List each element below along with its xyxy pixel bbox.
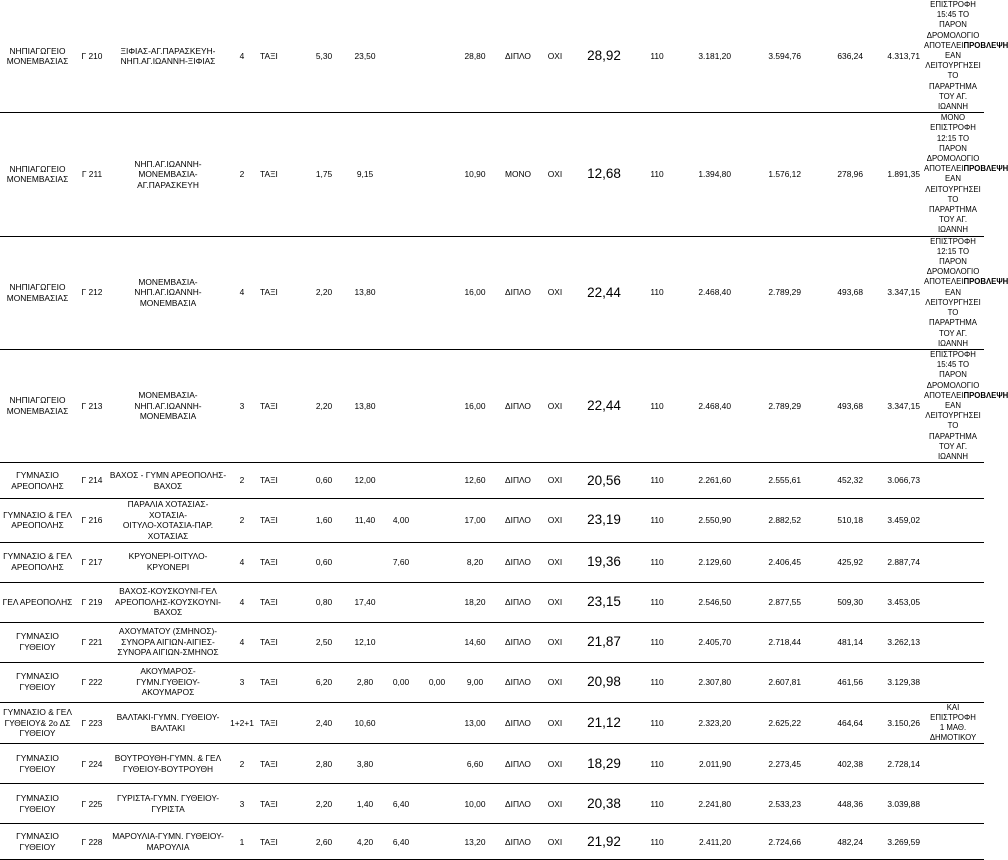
- cost-extra-cell: 493,68: [805, 236, 867, 349]
- km-segment-1-cell: 0,60: [301, 542, 347, 582]
- route-description-cell: ΓΥΡΙΣΤΑ-ΓΥΜΝ. ΓΥΘΕΙΟΥ- ΓΥΡΙΣΤΑ: [109, 784, 227, 824]
- route-description-cell: ΝΗΠ.ΑΓ.ΙΩΑΝΝΗ- ΜΟΝΕΜΒΑΣΙΑ- ΑΓ.ΠΑΡΑΣΚΕΥΗ: [109, 113, 227, 236]
- km-total-cell: 13,00: [455, 702, 495, 744]
- km-total-cell: 6,60: [455, 744, 495, 784]
- route-code-cell: Γ 210: [75, 0, 109, 113]
- school-cell: ΓΕΛ ΑΡΕΟΠΟΛΗΣ: [0, 582, 75, 622]
- km-segment-1-cell: 2,80: [301, 744, 347, 784]
- note-cell: [924, 542, 984, 582]
- km-total-cell: 18,20: [455, 582, 495, 622]
- note-text: ΕΠΙΣΤΡΟΦΗ 15:45 ΤΟ ΠΑΡΟΝ ΔΡΟΜΟΛΟΓΙΟ ΑΠΟΤΕΛΕΙ: [924, 349, 980, 400]
- single-trip-flag-cell: ΟΧΙ: [541, 349, 569, 462]
- table-row: [0, 499, 984, 542]
- km-segment-4-cell: [419, 463, 455, 499]
- route-code-cell: Γ 223: [75, 702, 109, 744]
- route-code-cell: Γ 211: [75, 113, 109, 236]
- daily-cost-cell: 22,44: [569, 349, 639, 462]
- school-cell: ΝΗΠΙΑΓΩΓΕΙΟ ΜΟΝΕΜΒΑΣΙΑΣ: [0, 349, 75, 462]
- route-description-cell: ΒΑΧΟΣ - ΓΥΜΝ ΑΡΕΟΠΟΛΗΣ- ΒΑΧΟΣ: [109, 463, 227, 499]
- note-text-continued: ΕΑΝ ΛΕΙΤΟΥΡΓΗΣΕΙ ΤΟ ΠΑΡΑΡΤΗΜΑ ΤΟΥ ΑΓ. ΙΩΑΝΝΗ: [925, 51, 981, 112]
- trip-type-cell: ΔΙΠΛΟ: [495, 744, 541, 784]
- cost-extra-cell: 636,24: [805, 0, 867, 113]
- note-text: ΜΟΝΟ ΕΠΙΣΤΡΟΦΗ 12:15 ΤΟ ΠΑΡΟΝ ΔΡΟΜΟΛΟΓΙΟ ΑΠΟΤΕΛΕΙ: [924, 113, 980, 174]
- route-code-cell: Γ 221: [75, 622, 109, 662]
- cost-net-cell: 2.241,80: [675, 784, 735, 824]
- cost-total-cell: 3.453,05: [867, 582, 924, 622]
- km-total-cell: 16,00: [455, 349, 495, 462]
- note-cell: [924, 702, 984, 744]
- days-cell: 110: [639, 744, 675, 784]
- km-segment-4-cell: [419, 622, 455, 662]
- cost-extra-cell: 481,14: [805, 622, 867, 662]
- route-code-cell: Γ 213: [75, 349, 109, 462]
- school-cell: ΓΥΜΝΑΣΙΟ ΓΥΘΕΙΟΥ: [0, 662, 75, 702]
- km-segment-1-cell: 2,50: [301, 622, 347, 662]
- days-cell: 110: [639, 702, 675, 744]
- single-trip-flag-cell: ΟΧΙ: [541, 744, 569, 784]
- km-segment-1-cell: 0,60: [301, 463, 347, 499]
- days-cell: 110: [639, 0, 675, 113]
- table-row: [0, 662, 984, 702]
- km-total-cell: 17,00: [455, 499, 495, 542]
- cost-net-cell: 2.405,70: [675, 622, 735, 662]
- cost-total-cell: 3.129,38: [867, 662, 924, 702]
- note-cell: [924, 236, 1008, 349]
- cost-total-cell: 2.887,74: [867, 542, 924, 582]
- vehicle-type-cell: ΤΑΞΙ: [257, 824, 301, 860]
- km-segment-2-cell: 11,40: [347, 499, 383, 542]
- seats-cell: 4: [227, 542, 257, 582]
- note-text: ΕΠΙΣΤΡΟΦΗ 15:45 ΤΟ ΠΑΡΟΝ ΔΡΟΜΟΛΟΓΙΟ ΑΠΟΤΕΛΕΙ: [924, 0, 980, 50]
- trip-type-cell: ΔΙΠΛΟ: [495, 236, 541, 349]
- cost-extra-cell: 461,56: [805, 662, 867, 702]
- seats-cell: 2: [227, 499, 257, 542]
- km-total-cell: 10,00: [455, 784, 495, 824]
- school-cell: ΝΗΠΙΑΓΩΓΕΙΟ ΜΟΝΕΜΒΑΣΙΑΣ: [0, 236, 75, 349]
- seats-cell: 3: [227, 349, 257, 462]
- note-cell: [924, 784, 984, 824]
- school-cell: ΝΗΠΙΑΓΩΓΕΙΟ ΜΟΝΕΜΒΑΣΙΑΣ: [0, 113, 75, 236]
- trip-type-cell: ΔΙΠΛΟ: [495, 499, 541, 542]
- trip-type-cell: ΔΙΠΛΟ: [495, 582, 541, 622]
- table-row: [0, 702, 984, 744]
- km-total-cell: 14,60: [455, 622, 495, 662]
- single-trip-flag-cell: ΟΧΙ: [541, 236, 569, 349]
- note-text-continued: ΕΑΝ ΛΕΙΤΟΥΡΓΗΣΕΙ ΤΟ ΠΑΡΑΡΤΗΜΑ ΤΟΥ ΑΓ. ΙΩΑΝΝΗ: [925, 400, 981, 461]
- vehicle-type-cell: ΤΑΞΙ: [257, 113, 301, 236]
- km-segment-3-cell: [383, 463, 419, 499]
- cost-with-vat-cell: 2.789,29: [735, 349, 805, 462]
- table-row: [0, 784, 984, 824]
- vehicle-type-cell: ΤΑΞΙ: [257, 744, 301, 784]
- school-cell: ΓΥΜΝΑΣΙΟ & ΓΕΛ ΑΡΕΟΠΟΛΗΣ: [0, 542, 75, 582]
- single-trip-flag-cell: ΟΧΙ: [541, 824, 569, 860]
- seats-cell: 3: [227, 784, 257, 824]
- days-cell: 110: [639, 582, 675, 622]
- km-total-cell: 13,20: [455, 824, 495, 860]
- daily-cost-cell: 22,44: [569, 236, 639, 349]
- km-segment-4-cell: [419, 499, 455, 542]
- km-segment-2-cell: 2,80: [347, 662, 383, 702]
- cost-net-cell: 2.550,90: [675, 499, 735, 542]
- table-row: [0, 622, 984, 662]
- km-segment-2-cell: [347, 542, 383, 582]
- note-highlight-text: ΠΡΟΒΛΕΨΗ: [963, 277, 1008, 287]
- daily-cost-cell: 23,15: [569, 582, 639, 622]
- cost-net-cell: 2.468,40: [675, 349, 735, 462]
- trip-type-cell: ΜΟΝΟ: [495, 113, 541, 236]
- seats-cell: 2: [227, 744, 257, 784]
- cost-total-cell: 3.150,26: [867, 702, 924, 744]
- route-description-cell: ΜΟΝΕΜΒΑΣΙΑ- ΝΗΠ.ΑΓ.ΙΩΑΝΝΗ- ΜΟΝΕΜΒΑΣΙΑ: [109, 349, 227, 462]
- days-cell: 110: [639, 499, 675, 542]
- days-cell: 110: [639, 622, 675, 662]
- km-segment-1-cell: 1,60: [301, 499, 347, 542]
- cost-net-cell: 2.468,40: [675, 236, 735, 349]
- km-segment-3-cell: [383, 0, 419, 113]
- trip-type-cell: ΔΙΠΛΟ: [495, 662, 541, 702]
- daily-cost-cell: 18,29: [569, 744, 639, 784]
- km-segment-3-cell: [383, 236, 419, 349]
- seats-cell: 4: [227, 236, 257, 349]
- daily-cost-cell: 12,68: [569, 113, 639, 236]
- route-code-cell: Γ 228: [75, 824, 109, 860]
- cost-extra-cell: 493,68: [805, 349, 867, 462]
- days-cell: 110: [639, 542, 675, 582]
- route-code-cell: Γ 212: [75, 236, 109, 349]
- vehicle-type-cell: ΤΑΞΙ: [257, 702, 301, 744]
- km-segment-1-cell: 1,75: [301, 113, 347, 236]
- cost-net-cell: 2.307,80: [675, 662, 735, 702]
- note-cell: [924, 744, 984, 784]
- note-text-continued: ΕΑΝ ΛΕΙΤΟΥΡΓΗΣΕΙ ΤΟ ΠΑΡΑΡΤΗΜΑ ΤΟΥ ΑΓ. ΙΩΑΝΝΗ: [925, 287, 981, 348]
- trip-type-cell: ΔΙΠΛΟ: [495, 542, 541, 582]
- cost-total-cell: 3.262,13: [867, 622, 924, 662]
- single-trip-flag-cell: ΟΧΙ: [541, 702, 569, 744]
- cost-total-cell: 1.891,35: [867, 113, 924, 236]
- cost-extra-cell: 452,32: [805, 463, 867, 499]
- cost-total-cell: 3.269,59: [867, 824, 924, 860]
- trip-type-cell: ΔΙΠΛΟ: [495, 702, 541, 744]
- daily-cost-cell: 23,19: [569, 499, 639, 542]
- km-segment-3-cell: [383, 113, 419, 236]
- km-segment-1-cell: 2,20: [301, 236, 347, 349]
- cost-with-vat-cell: 2.882,52: [735, 499, 805, 542]
- trip-type-cell: ΔΙΠΛΟ: [495, 784, 541, 824]
- cost-with-vat-cell: 2.533,23: [735, 784, 805, 824]
- daily-cost-cell: 19,36: [569, 542, 639, 582]
- single-trip-flag-cell: ΟΧΙ: [541, 542, 569, 582]
- note-text: ΕΠΙΣΤΡΟΦΗ 12:15 ΤΟ ΠΑΡΟΝ ΔΡΟΜΟΛΟΓΙΟ ΑΠΟΤΕΛΕΙ: [924, 236, 980, 287]
- cost-net-cell: 2.261,60: [675, 463, 735, 499]
- km-total-cell: 12,60: [455, 463, 495, 499]
- cost-with-vat-cell: 2.273,45: [735, 744, 805, 784]
- km-segment-4-cell: [419, 744, 455, 784]
- cost-net-cell: 2.546,50: [675, 582, 735, 622]
- cost-with-vat-cell: 2.406,45: [735, 542, 805, 582]
- days-cell: 110: [639, 463, 675, 499]
- route-description-cell: ΒΑΧΟΣ-ΚΟΥΣΚΟΥΝΙ-ΓΕΛ ΑΡΕΟΠΟΛΗΣ-ΚΟΥΣΚΟΥΝΙ- ΒΑΧΟΣ: [109, 582, 227, 622]
- table-row: [0, 824, 984, 860]
- seats-cell: 4: [227, 582, 257, 622]
- cost-with-vat-cell: 1.576,12: [735, 113, 805, 236]
- note-cell: [924, 582, 984, 622]
- km-segment-2-cell: 12,10: [347, 622, 383, 662]
- school-cell: ΝΗΠΙΑΓΩΓΕΙΟ ΜΟΝΕΜΒΑΣΙΑΣ: [0, 0, 75, 113]
- cost-extra-cell: 482,24: [805, 824, 867, 860]
- vehicle-type-cell: ΤΑΞΙ: [257, 236, 301, 349]
- cost-net-cell: 2.129,60: [675, 542, 735, 582]
- single-trip-flag-cell: ΟΧΙ: [541, 622, 569, 662]
- table-row: [0, 236, 984, 349]
- route-description-cell: ΚΡΥΟΝΕΡΙ-ΟΙΤΥΛΟ- ΚΡΥΟΝΕΡΙ: [109, 542, 227, 582]
- km-segment-4-cell: [419, 0, 455, 113]
- note-highlight-text: ΠΡΟΒΛΕΨΗ: [963, 164, 1008, 174]
- km-segment-2-cell: 13,80: [347, 236, 383, 349]
- school-cell: ΓΥΜΝΑΣΙΟ ΑΡΕΟΠΟΛΗΣ: [0, 463, 75, 499]
- seats-cell: 4: [227, 622, 257, 662]
- days-cell: 110: [639, 113, 675, 236]
- trip-type-cell: ΔΙΠΛΟ: [495, 824, 541, 860]
- trip-type-cell: ΔΙΠΛΟ: [495, 463, 541, 499]
- note-text-continued: ΕΑΝ ΛΕΙΤΟΥΡΓΗΣΕΙ ΤΟ ΠΑΡΑΡΤΗΜΑ ΤΟΥ ΑΓ. ΙΩΑΝΝΗ: [925, 174, 981, 235]
- trip-type-cell: ΔΙΠΛΟ: [495, 0, 541, 113]
- seats-cell: 2: [227, 463, 257, 499]
- km-segment-1-cell: 0,80: [301, 582, 347, 622]
- route-code-cell: Γ 224: [75, 744, 109, 784]
- vehicle-type-cell: ΤΑΞΙ: [257, 0, 301, 113]
- table-row: [0, 542, 984, 582]
- route-description-cell: ΠΑΡΑΛΙΑ ΧΟΤΑΣΙΑΣ-ΧΟΤΑΣΙΑ- ΟΙΤΥΛΟ-ΧΟΤΑΣΙΑ-ΠΑΡ. ΧΟΤΑΣΙΑΣ: [109, 499, 227, 542]
- cost-extra-cell: 510,18: [805, 499, 867, 542]
- note-cell: [924, 622, 984, 662]
- km-total-cell: 8,20: [455, 542, 495, 582]
- school-cell: ΓΥΜΝΑΣΙΟ ΓΥΘΕΙΟΥ: [0, 744, 75, 784]
- table-row: [0, 0, 984, 113]
- km-segment-1-cell: 2,60: [301, 824, 347, 860]
- km-segment-1-cell: 5,30: [301, 0, 347, 113]
- km-segment-3-cell: [383, 702, 419, 744]
- vehicle-type-cell: ΤΑΞΙ: [257, 542, 301, 582]
- daily-cost-cell: 28,92: [569, 0, 639, 113]
- single-trip-flag-cell: ΟΧΙ: [541, 662, 569, 702]
- km-segment-4-cell: [419, 702, 455, 744]
- single-trip-flag-cell: ΟΧΙ: [541, 499, 569, 542]
- vehicle-type-cell: ΤΑΞΙ: [257, 784, 301, 824]
- seats-cell: 4: [227, 0, 257, 113]
- single-trip-flag-cell: ΟΧΙ: [541, 113, 569, 236]
- route-description-cell: ΜΑΡΟΥΛΙΑ-ΓΥΜΝ. ΓΥΘΕΙΟΥ- ΜΑΡΟΥΛΙΑ: [109, 824, 227, 860]
- km-segment-1-cell: 2,40: [301, 702, 347, 744]
- table-row: [0, 463, 984, 499]
- cost-total-cell: 3.347,15: [867, 349, 924, 462]
- note-cell: [924, 662, 984, 702]
- route-code-cell: Γ 225: [75, 784, 109, 824]
- km-segment-4-cell: 0,00: [419, 662, 455, 702]
- daily-cost-cell: 21,12: [569, 702, 639, 744]
- km-segment-4-cell: [419, 824, 455, 860]
- route-description-cell: ΒΟΥΤΡΟΥΘΗ-ΓΥΜΝ. & ΓΕΛ ΓΥΘΕΙΟΥ-ΒΟΥΤΡΟΥΘΗ: [109, 744, 227, 784]
- km-segment-2-cell: 9,15: [347, 113, 383, 236]
- cost-with-vat-cell: 2.607,81: [735, 662, 805, 702]
- days-cell: 110: [639, 236, 675, 349]
- km-segment-4-cell: [419, 582, 455, 622]
- table-row: [0, 744, 984, 784]
- note-highlight-text: ΠΡΟΒΛΕΨΗ: [963, 40, 1008, 50]
- cost-total-cell: 2.728,14: [867, 744, 924, 784]
- km-segment-1-cell: 2,20: [301, 349, 347, 462]
- km-segment-2-cell: 3,80: [347, 744, 383, 784]
- seats-cell: 3: [227, 662, 257, 702]
- cost-extra-cell: 425,92: [805, 542, 867, 582]
- school-cell: ΓΥΜΝΑΣΙΟ & ΓΕΛ ΓΥΘΕΙΟΥ& 2ο ΔΣ ΓΥΘΕΙΟΥ: [0, 702, 75, 744]
- daily-cost-cell: 20,38: [569, 784, 639, 824]
- school-cell: ΓΥΜΝΑΣΙΟ ΓΥΘΕΙΟΥ: [0, 784, 75, 824]
- cost-with-vat-cell: 2.877,55: [735, 582, 805, 622]
- cost-extra-cell: 448,36: [805, 784, 867, 824]
- km-total-cell: 28,80: [455, 0, 495, 113]
- vehicle-type-cell: ΤΑΞΙ: [257, 582, 301, 622]
- seats-cell: 1+2+1: [227, 702, 257, 744]
- table-row: [0, 349, 984, 462]
- route-description-cell: ΜΟΝΕΜΒΑΣΙΑ- ΝΗΠ.ΑΓ.ΙΩΑΝΝΗ- ΜΟΝΕΜΒΑΣΙΑ: [109, 236, 227, 349]
- km-segment-3-cell: 6,40: [383, 824, 419, 860]
- km-segment-4-cell: [419, 542, 455, 582]
- trip-type-cell: ΔΙΠΛΟ: [495, 349, 541, 462]
- single-trip-flag-cell: ΟΧΙ: [541, 463, 569, 499]
- km-segment-2-cell: 12,00: [347, 463, 383, 499]
- cost-total-cell: 4.313,71: [867, 0, 924, 113]
- km-segment-2-cell: 23,50: [347, 0, 383, 113]
- km-total-cell: 9,00: [455, 662, 495, 702]
- km-segment-4-cell: [419, 784, 455, 824]
- vehicle-type-cell: ΤΑΞΙ: [257, 463, 301, 499]
- km-segment-3-cell: 4,00: [383, 499, 419, 542]
- km-segment-2-cell: 10,60: [347, 702, 383, 744]
- km-segment-1-cell: 2,20: [301, 784, 347, 824]
- cost-with-vat-cell: 3.594,76: [735, 0, 805, 113]
- route-code-cell: Γ 217: [75, 542, 109, 582]
- km-segment-1-cell: 6,20: [301, 662, 347, 702]
- cost-total-cell: 3.347,15: [867, 236, 924, 349]
- km-segment-2-cell: 4,20: [347, 824, 383, 860]
- cost-total-cell: 3.039,88: [867, 784, 924, 824]
- km-total-cell: 10,90: [455, 113, 495, 236]
- km-segment-3-cell: 0,00: [383, 662, 419, 702]
- days-cell: 110: [639, 824, 675, 860]
- days-cell: 110: [639, 349, 675, 462]
- vehicle-type-cell: ΤΑΞΙ: [257, 662, 301, 702]
- daily-cost-cell: 21,87: [569, 622, 639, 662]
- school-cell: ΓΥΜΝΑΣΙΟ & ΓΕΛ ΑΡΕΟΠΟΛΗΣ: [0, 499, 75, 542]
- single-trip-flag-cell: ΟΧΙ: [541, 0, 569, 113]
- km-segment-3-cell: [383, 744, 419, 784]
- route-description-cell: ΑΧΟΥΜΑΤΟΥ (ΣΜΗΝΟΣ)- ΣΥΝΟΡΑ ΑΙΓΙΩΝ-ΑΙΓΙΕΣ- ΣΥΝΟΡΑ ΑΙΓΙΩΝ-ΣΜΗΝΟΣ: [109, 622, 227, 662]
- route-description-cell: ΑΚΟΥΜΑΡΟΣ-ΓΥΜΝ.ΓΥΘΕΙΟΥ- ΑΚΟΥΜΑΡΟΣ: [109, 662, 227, 702]
- km-segment-4-cell: [419, 349, 455, 462]
- note-text: ΚΑΙ ΕΠΙΣΤΡΟΦΗ 1 ΜΑΘ. ΔΗΜΟΤΙΚΟΥ: [929, 702, 977, 743]
- note-cell: [924, 113, 1008, 236]
- cost-extra-cell: 402,38: [805, 744, 867, 784]
- note-cell: [924, 0, 1008, 113]
- km-segment-4-cell: [419, 236, 455, 349]
- cost-extra-cell: 464,64: [805, 702, 867, 744]
- table-row: [0, 582, 984, 622]
- km-segment-2-cell: 13,80: [347, 349, 383, 462]
- seats-cell: 2: [227, 113, 257, 236]
- km-segment-3-cell: [383, 349, 419, 462]
- note-cell: [924, 349, 1008, 462]
- single-trip-flag-cell: ΟΧΙ: [541, 582, 569, 622]
- trip-type-cell: ΔΙΠΛΟ: [495, 622, 541, 662]
- cost-net-cell: 2.323,20: [675, 702, 735, 744]
- route-code-cell: Γ 222: [75, 662, 109, 702]
- vehicle-type-cell: ΤΑΞΙ: [257, 622, 301, 662]
- cost-total-cell: 3.459,02: [867, 499, 924, 542]
- route-description-cell: ΞΙΦΙΑΣ-ΑΓ.ΠΑΡΑΣΚΕΥΗ- ΝΗΠ.ΑΓ.ΙΩΑΝΝΗ-ΞΙΦΙΑΣ: [109, 0, 227, 113]
- cost-with-vat-cell: 2.789,29: [735, 236, 805, 349]
- cost-net-cell: 2.411,20: [675, 824, 735, 860]
- cost-with-vat-cell: 2.555,61: [735, 463, 805, 499]
- note-cell: [924, 824, 984, 860]
- daily-cost-cell: 21,92: [569, 824, 639, 860]
- km-total-cell: 16,00: [455, 236, 495, 349]
- note-highlight-text: ΠΡΟΒΛΕΨΗ: [963, 390, 1008, 400]
- cost-with-vat-cell: 2.625,22: [735, 702, 805, 744]
- days-cell: 110: [639, 784, 675, 824]
- school-cell: ΓΥΜΝΑΣΙΟ ΓΥΘΕΙΟΥ: [0, 622, 75, 662]
- km-segment-2-cell: 1,40: [347, 784, 383, 824]
- vehicle-type-cell: ΤΑΞΙ: [257, 499, 301, 542]
- cost-with-vat-cell: 2.718,44: [735, 622, 805, 662]
- km-segment-3-cell: 6,40: [383, 784, 419, 824]
- route-code-cell: Γ 219: [75, 582, 109, 622]
- km-segment-4-cell: [419, 113, 455, 236]
- cost-total-cell: 3.066,73: [867, 463, 924, 499]
- route-description-cell: ΒΑΛΤΑΚΙ-ΓΥΜΝ. ΓΥΘΕΙΟΥ- ΒΑΛΤΑΚΙ: [109, 702, 227, 744]
- note-cell: [924, 499, 984, 542]
- km-segment-3-cell: 7,60: [383, 542, 419, 582]
- route-code-cell: Γ 216: [75, 499, 109, 542]
- single-trip-flag-cell: ΟΧΙ: [541, 784, 569, 824]
- daily-cost-cell: 20,56: [569, 463, 639, 499]
- cost-extra-cell: 278,96: [805, 113, 867, 236]
- seats-cell: 1: [227, 824, 257, 860]
- cost-net-cell: 1.394,80: [675, 113, 735, 236]
- vehicle-type-cell: ΤΑΞΙ: [257, 349, 301, 462]
- note-cell: [924, 463, 984, 499]
- table-row: [0, 113, 984, 236]
- route-code-cell: Γ 214: [75, 463, 109, 499]
- cost-extra-cell: 509,30: [805, 582, 867, 622]
- days-cell: 110: [639, 662, 675, 702]
- cost-net-cell: 2.011,90: [675, 744, 735, 784]
- daily-cost-cell: 20,98: [569, 662, 639, 702]
- cost-net-cell: 3.181,20: [675, 0, 735, 113]
- km-segment-3-cell: [383, 622, 419, 662]
- cost-with-vat-cell: 2.724,66: [735, 824, 805, 860]
- km-segment-3-cell: [383, 582, 419, 622]
- school-cell: ΓΥΜΝΑΣΙΟ ΓΥΘΕΙΟΥ: [0, 824, 75, 860]
- km-segment-2-cell: 17,40: [347, 582, 383, 622]
